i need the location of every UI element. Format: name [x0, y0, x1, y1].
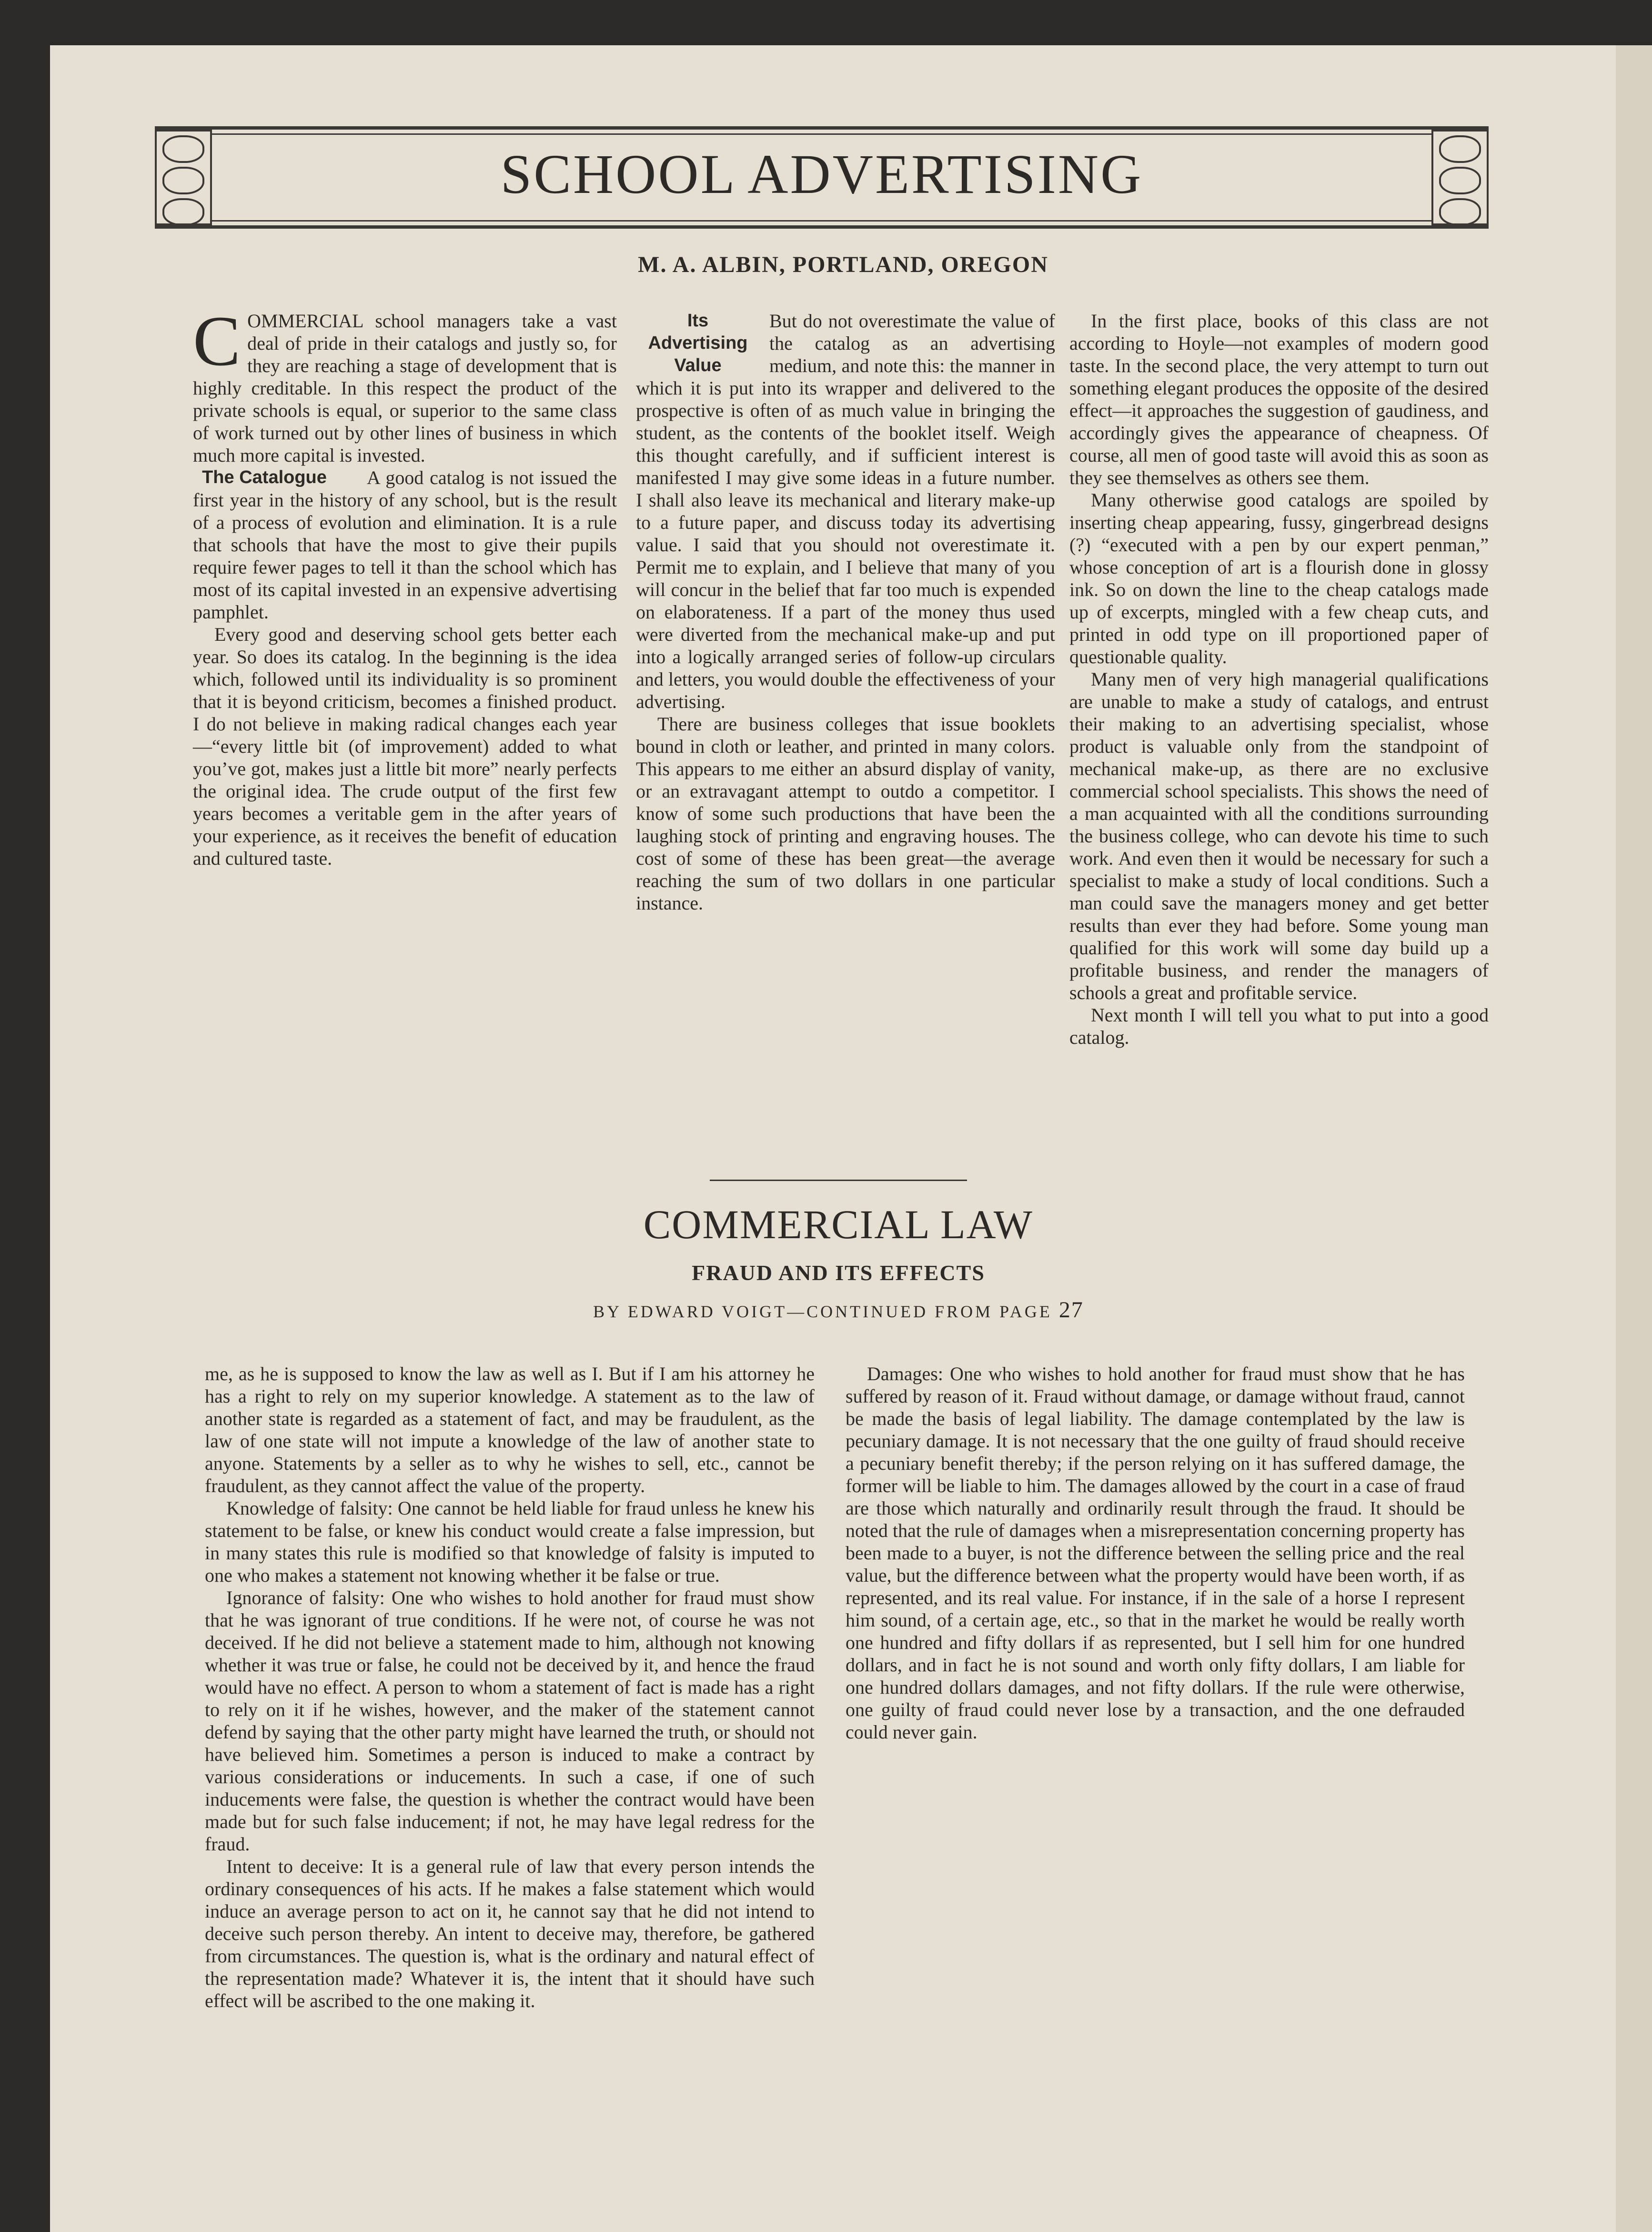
paragraph: Every good and deserving school gets better each year. So does its catalog. In the beginning is the idea which, followed until its individuality is so prominent that it is beyond criticism, becomes a finished product. I do not believe in making radical changes each year—“every little bit (of improvement) added to what you’ve got, makes just a little bit more” nearly perfects the original idea. The crude output of the first few years becomes a veritable gem in the after years of your experience, as it receives the benefit of education and cultured taste.: [193, 624, 617, 869]
paragraph: Ignorance of falsity: One who wishes to hold another for fraud must show that he was ignorant of true conditions. If he were not, of course he was not deceived. If he did not believe a statement made to him, although not knowing whether it was true or false, he could not be deceived by it, and hence the fraud would have no effect. A person to whom a statement of fact is made has a right to rely on it if he wishes, however, and the maker of the statement cannot defend by saying that the other party might have learned the truth, or should not have believed him. Sometimes a person is induced to make a contract by various considerations or inducements. In such a case, if one of such inducements were false, the question is whether the contract would have been made but for such false inducement; if not, he may have legal redress for the fraud.: [205, 1587, 815, 1855]
paragraph: Damages: One who wishes to hold another for fraud must show that he has suffered by reason of it. Fraud without damage, or damage without fraud, cannot be made the basis of legal liability. The damage contemplated by the law is pecuniary damage. It is not necessary that the one guilty of fraud should receive a pecuniary benefit thereby; if the person relying on it has suffered damage, the former will be liable to him. The damages allowed by the court in a case of fraud are those which naturally and ordinarily result through the fraud. It should be noted that the rule of damages when a misrepresentation concerning property has been made to a buyer, is not the difference between the selling price and the real value, but the difference between what the property would have been worth, if as represented, and its real value. For instance, if in the sale of a horse I represent him sound, of a certain age, etc., so that in the market he would be really worth one hundred and fifty dollars if as represented, but I sell him for one hundred dollars, and in fact he is not sound and worth only fifty dollars, I am liable for one hundred dollars damages, and not fifty dollars. If the rule were otherwise, one guilty of fraud could never lose by a transaction, and the one defrauded could never gain.: [846, 1363, 1465, 1743]
article-column-2: [636, 310, 1055, 914]
page-title: SCHOOL ADVERTISING: [500, 143, 1143, 205]
author-byline: M. A. ALBIN, PORTLAND, OREGON: [638, 252, 1048, 277]
paragraph: me, as he is supposed to know the law as well as I. But if I am his attorney he has a right to rely on my superior knowledge. A statement as to the law of another state is regarded as a statement of fact, and may be fraudulent, as the law of one state will not impute a knowledge of the law of another state to anyone. Statements by a seller as to why he wishes to sell, etc., cannot be fraudulent, as they cannot affect the value of the property.: [205, 1363, 815, 1496]
section-byline: BY EDWARD VOIGT—CONTINUED FROM PAGE 27: [593, 1297, 1084, 1323]
title-banner: [155, 126, 1489, 229]
paragraph: Many otherwise good catalogs are spoiled by inserting cheap appearing, fussy, gingerbread designs (?) “executed with a pen by our expert penman,” whose conception of art is a flourish done in glossy ink. So on down the line to the cheap catalogs made up of excerpts, mingled with a few cheap cuts, and printed in odd type on ill proportioned paper of questionable quality.: [1069, 489, 1489, 667]
paragraph: In the first place, books of this class are not according to Hoyle—not examples of modern good taste. In the second place, the very attempt to turn out something elegant produces the opposite of the desired effect—it approaches the suggestion of gaudiness, and accordingly gives the appearance of cheapness. Of course, all men of good taste will avoid this as soon as they see themselves as others see them.: [1069, 310, 1489, 488]
paragraph: Knowledge of falsity: One cannot be held liable for fraud unless he knew his statement to be false, or knew his conduct would create a false impression, but in many states this rule is modified so that knowledge of falsity is imputed to one who makes a statement not knowing whether it be false or true.: [205, 1497, 815, 1586]
paragraph: Next month I will tell you what to put into a good catalog.: [1069, 1004, 1489, 1048]
section-title: COMMERCIAL LAW: [643, 1202, 1034, 1247]
drop-cap: C: [193, 302, 241, 381]
paragraph: But do not overestimate the value of the catalog as an advertising medium, and note this: the manner in which it is put into its wrapper and delivered to the prospective is often of as much value in bringing the student, as the contents of the booklet itself. Weigh this thought carefully, and if sufficient interest is manifested I may give some ideas in a future number. I shall also leave its mechanical and literary make-up to a future paper, and discuss today its advertising value. I said that you should not overestimate it. Permit me to explain, and I believe that many of you will concur in the belief that far too much is expended on elaborateness. If a part of the money thus used were diverted from the mechanical make-up and put into a logically arranged series of follow-up circulars and letters, you would double the effectiveness of your advertising.: [636, 310, 1055, 712]
scroll-ornament-icon: [1431, 130, 1489, 225]
paragraph: Intent to deceive: It is a general rule of law that every person intends the ordinary consequences of his acts. If he makes a false statement which would induce an average person to act on it, he cannot say that he did not intend to deceive such person thereby. An intent to deceive may, therefore, be gathered from circumstances. The question is, what is the ordinary and natural effect of the representation made? Whatever it is, the intent that it should have such effect will be ascribed to the one making it.: [205, 1856, 815, 2011]
section-divider: [710, 1180, 967, 1181]
paragraph: Many men of very high managerial qualifications are unable to make a study of catalogs, and entrust their making to an advertising specialist, whose product is valuable only from the standpoint of mechanical make-up, as there are no exclusive commercial school specialists. This shows the need of a man acquainted with all the conditions surrounding the business college, who can devote his time to such work. And even then it would be necessary for such a specialist to make a study of local conditions. Such a man could save the managers money and get better results than ever they had before. Some young man qualified for this work will some day build up a profitable business, and render the managers of schools a great and profitable service.: [1069, 668, 1489, 1003]
page-reference: 27: [1058, 1297, 1084, 1323]
article-column-1: [193, 302, 617, 869]
section-subtitle: FRAUD AND ITS EFFECTS: [692, 1261, 985, 1285]
side-heading-catalogue: The Catalogue: [202, 467, 327, 487]
paragraph: There are business colleges that issue booklets bound in cloth or leather, and printed in many colors. This appears to me either an absurd display of vanity, or an extravagant attempt to outdo a competitor. I know of some such productions that have been the laughing stock of printing and engraving houses. The cost of some of these has been great—the average reaching the sum of two dollars in one particular instance.: [636, 713, 1055, 914]
paragraph: COMMERCIAL school managers take a vast deal of pride in their catalogs and justly so, for they are reaching a stage of development that is highly creditable. In this respect the product of the private schools is equal, or superior to the same class of work turned out by other lines of business in which much more capital is invested.: [193, 302, 617, 466]
page-gutter: [1616, 45, 1652, 2232]
paragraph: A good catalog is not issued the first year in the history of any school, but is the result of a process of evolution and elimination. It is a rule that schools that have the most to give their pupils require fewer pages to tell it than the school which has most of its capital invested in an expensive advertising pamphlet.: [193, 467, 617, 623]
side-heading-advertising-value: Its Advertising Value: [648, 311, 748, 375]
law-column-1: [205, 1363, 815, 2012]
law-column-2: [846, 1363, 1465, 1743]
article-column-3: [1069, 310, 1489, 1049]
